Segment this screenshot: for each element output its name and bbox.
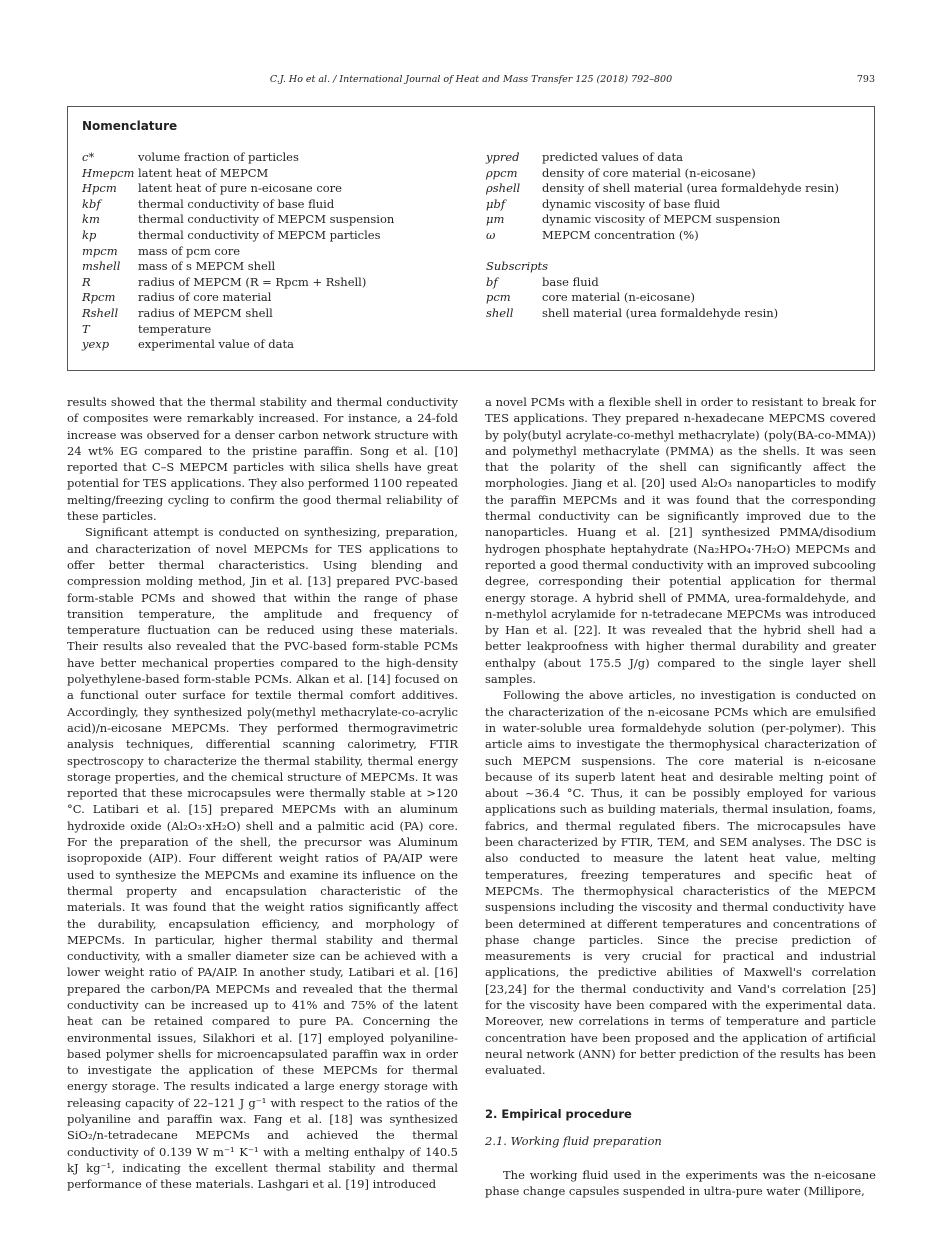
nomenclature-entry: Rshell radius of MEPCM shell [82, 305, 273, 320]
paragraph: Significant attempt is conducted on synthesizing, preparation, and characterization of novel MEPCMs for TES applications to offer better thermal characteristics. Using blending and compression molding method, Jin et al. [13] prepared PVC-based form-stable PCMs and showed that within the range of phase transition temperature, the amplitude and frequency of temperature fluctuation can be reduced using these materials. Their results also revealed that the PVC-based form-stable PCMs have better mechanical properties compared to the high-density polyethylene-based form-stable PCMs. Alkan et al. [14] focused on a functional outer surface for textile thermal comfort additives. Accordingly, they synthesized poly(methyl methacrylate-co-acrylic acid)/n-eicosane MEPCMs. They performed thermogravimetric analysis techniques, differential scanning calorimetry, FTIR spectroscopy to characterize the thermal stability, thermal energy storage properties, and the chemical structure of MEPCMs. It was reported that these microcapsules were thermally stable at >120 °C. Latibari et al. [15] prepared MEPCMs with an aluminum hydroxide oxide (Al₂O₃·xH₂O) shell and a palmitic acid (PA) core. For the preparation of the shell, the precursor was Aluminum isopropoxide (AIP). Four different weight ratios of PA/AIP were used to synthesize the MEPCMs and examine its influence on the thermal property and encapsulation characteristic of the materials. It was found that the weight ratios significantly affect the durability, encapsulation efficiency, and morphology of MEPCMs. In particular, higher thermal stability and thermal conductivity, with a smaller diameter size can be achieved with a lower weight ratio of PA/AIP. In another study, Latibari et al. [16] prepared the carbon/PA MEPCMs and revealed that the thermal conductivity can be increased up to 41% and 75% of the latent heat can be retained compared to pure PA. Concerning the environmental issues, Silakhori et al. [17] employed polyaniline-based polymer shells for microencapsulated paraffin wax in order to investigate the application of these MEPCMs for thermal energy storage. The results indicated a large energy storage with releasing capacity of 22–121 J g⁻¹ with respect to the ratios of the polyaniline and paraffin wax. Fang et al. [18] was synthesized SiO₂/n-tetradecane MEPCMs and achieved the thermal conductivity of 0.139 W m⁻¹ K⁻¹ with a melting enthalpy of 140.5 kJ kg⁻¹, indicating the excellent thermal stability and thermal performance of these materials. Lashgari et al. [19] introduced [67, 525, 458, 1192]
subscript-entry: bf base fluid [486, 274, 599, 289]
paragraph: Following the above articles, no investigation is conducted on the characterization of the n-eicosane PCMs which are emulsified in water-soluble urea formaldehyde solution (per-polymer). This article aims to investigate the thermophysical characterization of such MEPCM suspensions. The core material is n-eicosane because of its superb latent heat and desirable melting point of about ~36.4 °C. Thus, it can be possibly employed for various applications such as building materials, thermal insulation, foams, fabrics, and thermal regulated fibers. The microcapsules have been characterized by FTIR, TEM, and SEM analyses. The DSC is also conducted to measure the latent heat value, melting temperatures, freezing temperatures and specific heat of MEPCMs. The thermophysical characteristics of the MEPCM suspensions including the viscosity and thermal conductivity have been determined at different temperatures and concentrations of phase change particles. Since the precise prediction of measurements is very crucial for practical and industrial applications, the predictive abilities of Maxwell's correlation [23,24] for the thermal conductivity and Vand's correlation [25] for the viscosity have been compared with the experimental data. Moreover, new correlations in terms of temperature and particle concentration have been proposed and the application of artificial neural network (ANN) for better prediction of the results has been evaluated. [485, 688, 876, 1078]
nomenclature-right-column [486, 150, 866, 322]
nomenclature-entry: μbf dynamic viscosity of base fluid [486, 196, 721, 211]
nomenclature-box [67, 106, 875, 371]
nomenclature-entry: kp thermal conductivity of MEPCM particles [82, 227, 381, 242]
nomenclature-entry: Rpcm radius of core material [82, 290, 272, 305]
nomenclature-entry: ypred predicted values of data [486, 150, 683, 164]
nomenclature-entry: ρpcm density of core material (n-eicosane) [486, 165, 756, 180]
paragraph: a novel PCMs with a flexible shell in order to resistant to break for TES applications. They prepared n-hexadecane MEPCMS covered by poly(butyl acrylate-co-methyl methacrylate) (poly(BA-co-MMA)) and polymethyl methacrylate (PMMA) as the shells. It was seen that the polarity of the shell can significantly affect the morphologies. Jiang et al. [20] used Al₂O₃ nanoparticles to modify the paraffin MEPCMs and it was found that the corresponding thermal conductivity can be significantly improved due to the nanoparticles. Huang et al. [21] synthesized PMMA/disodium hydrogen phosphate heptahydrate (Na₂HPO₄·7H₂O) MEPCMs and reported a good thermal conductivity with an improved subcooling degree, corresponding their potential application for thermal energy storage. A hybrid shell of PMMA, urea-formaldehyde, and n-methylol acrylamide for n-tetradecane MEPCMs was introduced by Han et al. [22]. It was revealed that the hybrid shell had a better leakproofness with higher thermal durability and greater enthalpy (about 175.5 J/g) compared to the single layer shell samples. [485, 395, 876, 687]
nomenclature-entry: R radius of MEPCM (R = Rpcm + Rshell) [82, 274, 367, 289]
running-header [67, 74, 875, 88]
paragraph: results showed that the thermal stability and thermal conductivity of composites were remarkably increased. For instance, a 24-fold increase was observed for a denser carbon network structure with 24 wt% EG compared to the pristine paraffin. Song et al. [10] reported that C–S MEPCM particles with silica shells have great potential for TES applications. They also performed 1100 repeated melting/freezing cycling to confirm the good thermal reliability of these particles. [67, 395, 458, 524]
subscript-entry: shell shell material (urea formaldehyde resin) [486, 305, 779, 320]
subscript-entry: pcm core material (n-eicosane) [486, 290, 695, 305]
nomenclature-entry: c* volume fraction of particles [82, 150, 299, 164]
nomenclature-title: Nomenclature [82, 119, 178, 133]
nomenclature-entry: Hmepcm latent heat of MEPCM [82, 165, 269, 180]
nomenclature-entry: yexp experimental value of data [82, 337, 294, 352]
nomenclature-entry: mpcm mass of pcm core [82, 243, 241, 258]
nomenclature-entry: km thermal conductivity of MEPCM suspension [82, 212, 395, 227]
journal-citation: C.J. Ho et al. / International Journal of Heat and Mass Transfer 125 (2018) 792–800 [269, 74, 673, 85]
paragraph: The working fluid used in the experiments was the n-eicosane phase change capsules suspended in ultra-pure water (Millipore, [485, 1168, 876, 1199]
nomenclature-entry: ρshell density of shell material (urea formaldehyde resin) [486, 181, 839, 196]
nomenclature-entry: ω MEPCM concentration (%) [486, 227, 699, 242]
section-heading: 2. Empirical procedure [485, 1107, 632, 1122]
nomenclature-left-column [82, 150, 462, 353]
nomenclature-entry: Hpcm latent heat of pure n-eicosane core [82, 181, 342, 196]
nomenclature-entry: kbf thermal conductivity of base fluid [82, 196, 335, 211]
subsection-heading: 2.1. Working fluid preparation [485, 1133, 662, 1148]
body-left-column [67, 394, 458, 1193]
subscripts-title: Subscripts [486, 259, 549, 274]
nomenclature-entry: T temperature [82, 321, 212, 336]
nomenclature-entry: μm dynamic viscosity of MEPCM suspension [486, 212, 781, 227]
nomenclature-entry: mshell mass of s MEPCM shell [82, 259, 276, 274]
page-number: 793 [856, 74, 875, 85]
body-right-column [485, 394, 876, 1200]
